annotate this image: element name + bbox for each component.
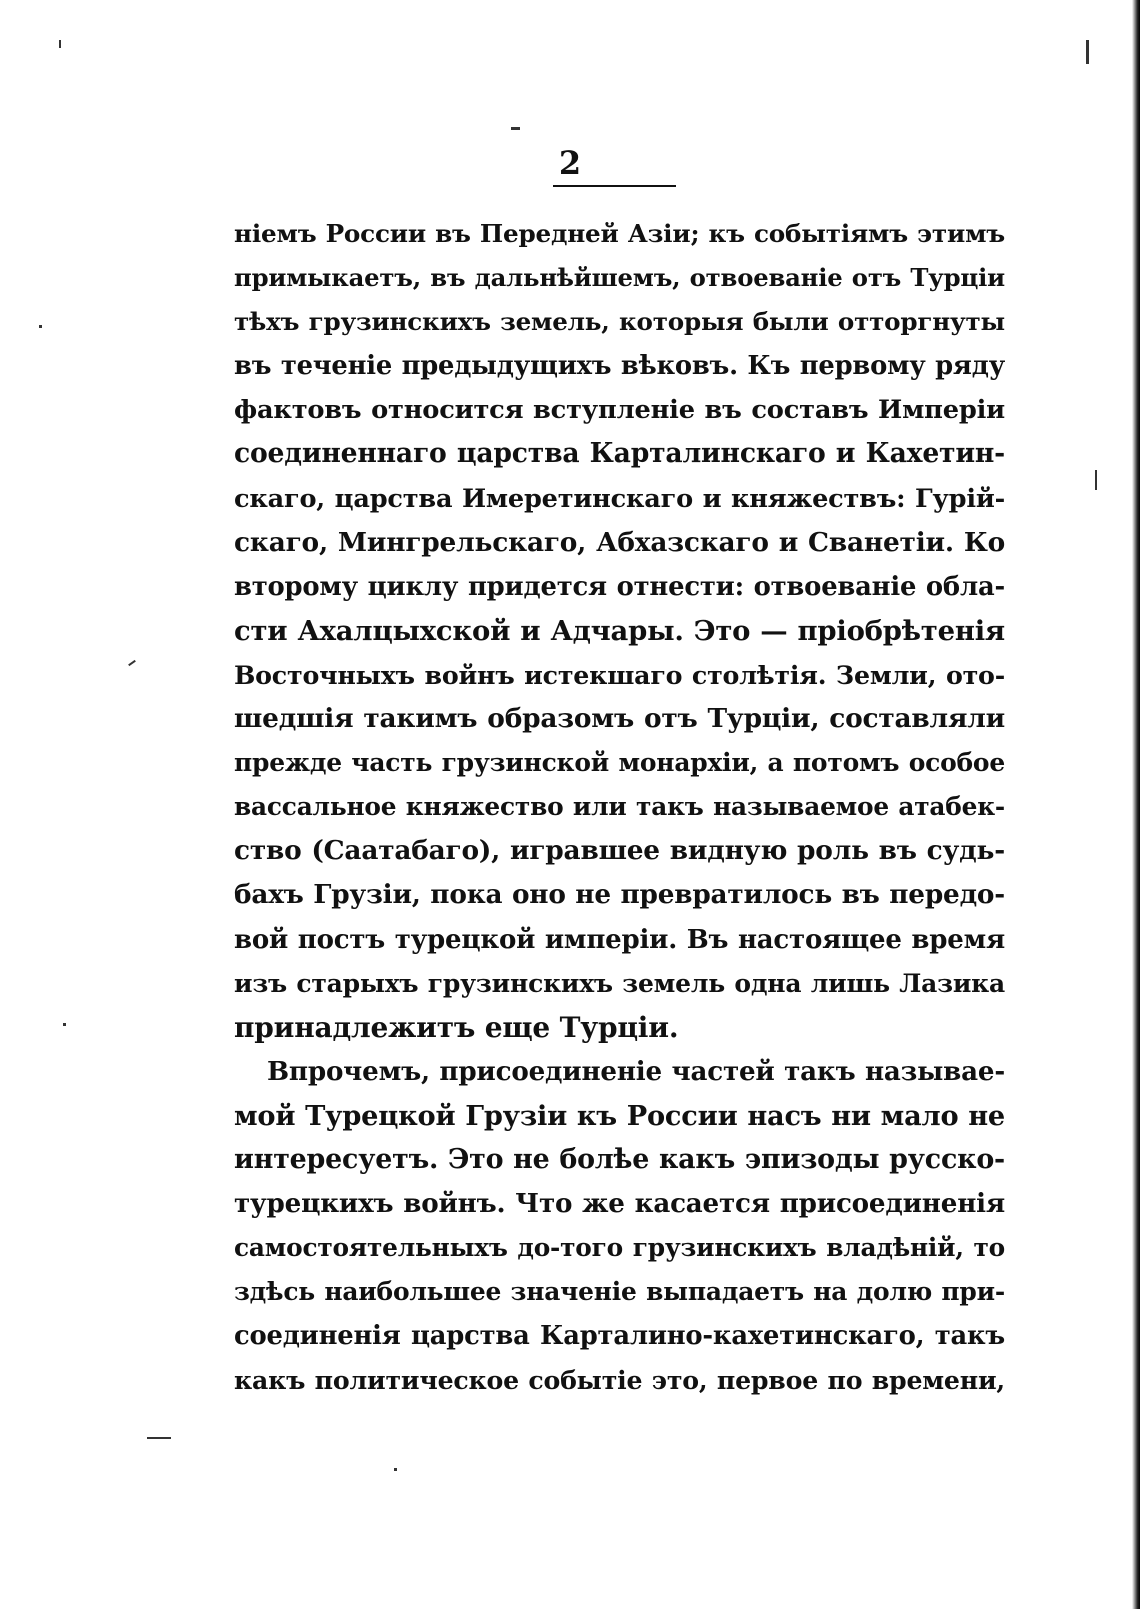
text-line: турецкихъ войнъ. Что же касается присоединенія [234, 1188, 1005, 1220]
header-rule [553, 185, 676, 187]
scan-speck [511, 127, 520, 130]
text-line: Впрочемъ, присоединеніе частей такъ называе- [267, 1055, 1005, 1087]
scan-speck [59, 40, 61, 48]
text-line: второму циклу придется отнести: отвоеваніе обла- [234, 571, 1005, 602]
text-line: мой Турецкой Грузіи къ России насъ ни мало не [234, 1099, 1005, 1132]
text-line: самостоятельныхъ до-того грузинскихъ владѣній, то [234, 1233, 1005, 1263]
text-line: соединенія царства Карталино-кахетинскаго, такъ [234, 1321, 1005, 1352]
text-line: шедшія такимъ образомъ отъ Турціи, составляли [234, 703, 1005, 735]
text-line: Восточныхъ войнъ истекшаго столѣтія. Земли, ото- [234, 659, 1005, 690]
body-text [234, 212, 1005, 1403]
page-number: 2 [558, 144, 582, 182]
scan-speck [147, 1437, 171, 1439]
text-line: ніемъ России въ Передней Азіи; къ событіямъ этимъ [234, 219, 1005, 248]
scan-speck [39, 325, 42, 328]
text-line: тѣхъ грузинскихъ земель, которыя были отторгнуты [234, 307, 1005, 337]
text-line: примыкаетъ, въ дальнѣйшемъ, отвоеваніе отъ Турціи [234, 263, 1005, 293]
text-line: вой постъ турецкой имперіи. Въ настоящее время [234, 924, 1005, 955]
text-line: скаго, Мингрельскаго, Абхазскаго и Сванетіи. Ко [234, 526, 1005, 558]
scan-speck [394, 1468, 397, 1471]
text-line: фактовъ относится вступленіе въ составъ Имперіи [234, 395, 1005, 426]
text-line: скаго, царства Имеретинскаго и княжествъ: Гурій- [234, 483, 1005, 514]
binding-edge [1132, 0, 1140, 1609]
text-line: принадлежитъ еще Турціи. [234, 1010, 679, 1044]
text-line: соединеннаго царства Карталинскаго и Кахетин- [234, 438, 1005, 470]
paragraph-2 [234, 1050, 1005, 1403]
text-line: здѣсь наибольшее значеніе выпадаетъ на долю при- [234, 1277, 1005, 1307]
text-line: какъ политическое событіе это, первое по времени, [234, 1365, 1005, 1396]
text-line: ство (Саатабаго), игравшее видную роль въ судь- [234, 835, 1005, 867]
text-line: въ теченіе предыдущихъ вѣковъ. Къ первому ряду [234, 351, 1005, 382]
scan-speck [128, 660, 136, 666]
text-line: интересуетъ. Это не болѣе какъ эпизоды русско- [234, 1143, 1005, 1175]
paragraph-1 [234, 212, 1005, 1050]
text-line: изъ старыхъ грузинскихъ земель одна лишь Лазика [234, 968, 1005, 998]
text-line: прежде часть грузинской монархіи, а потомъ особое [234, 748, 1005, 778]
scan-speck [1095, 470, 1097, 490]
scan-speck [63, 1023, 66, 1026]
text-line: вассальное княжество или такъ называемое атабек- [234, 792, 1005, 822]
text-line: бахъ Грузіи, пока оно не превратилось въ передо- [234, 879, 1005, 911]
text-line: сти Ахалцыхской и Адчары. Это — пріобрѣтенія [234, 614, 1005, 647]
scan-speck [1086, 40, 1089, 64]
